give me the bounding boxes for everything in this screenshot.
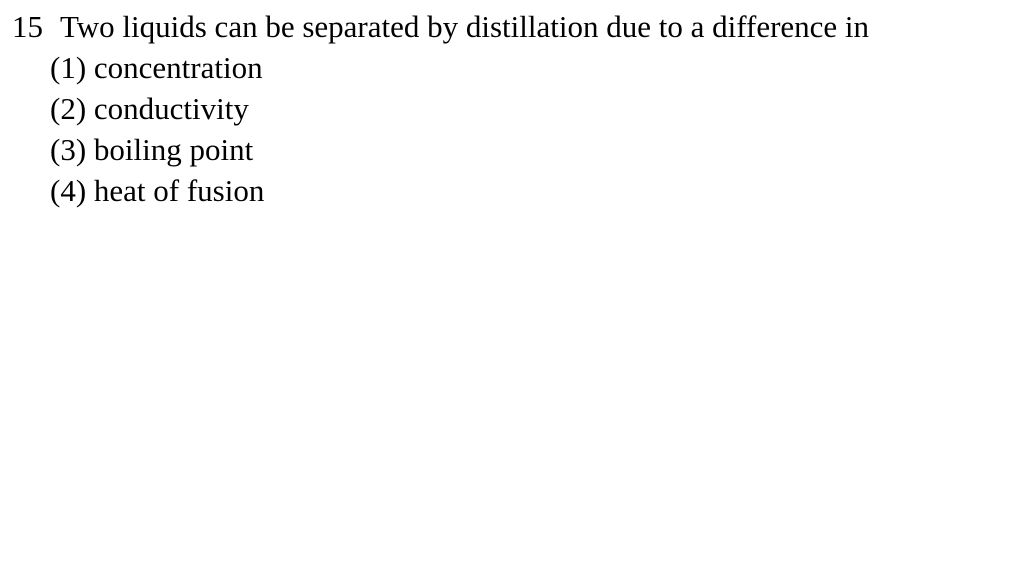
answer-choices: [12, 47, 1012, 211]
question-stem: [12, 6, 1012, 47]
question-number: 15: [12, 9, 43, 44]
choice-4: (4) heat of fusion: [50, 173, 265, 208]
question-text: Two liquids can be separated by distillation due to a difference in: [60, 9, 870, 44]
choice-1: (1) concentration: [50, 50, 263, 85]
choice-2: (2) conductivity: [50, 91, 249, 126]
choice-3: (3) boiling point: [50, 132, 254, 167]
question-block: [12, 6, 1012, 211]
